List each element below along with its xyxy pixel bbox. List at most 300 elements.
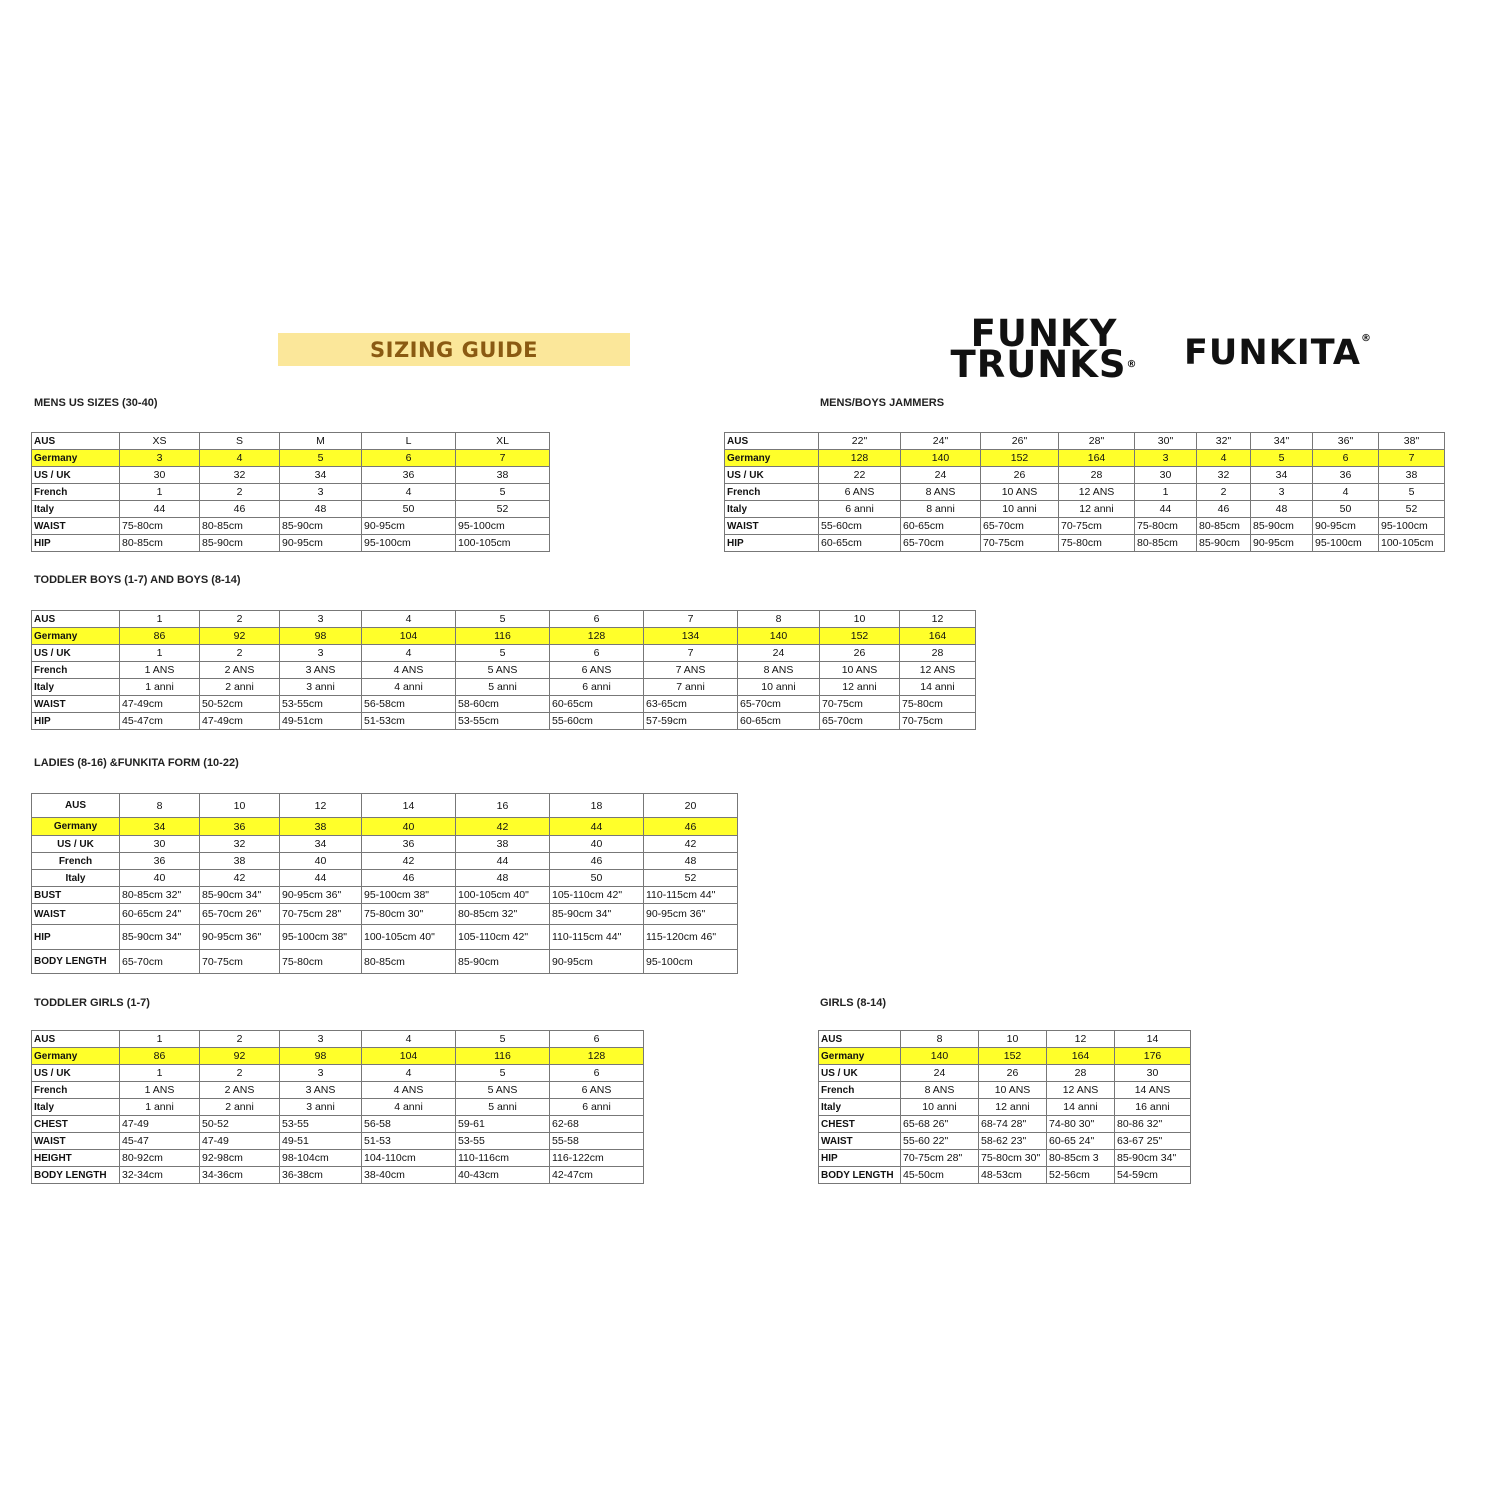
- table-cell: 4: [362, 611, 456, 628]
- table-cell: 22: [819, 467, 901, 484]
- table-cell: 46: [362, 870, 456, 887]
- funkita-logo-text: FUNKITA: [1184, 333, 1362, 373]
- table-cell: M: [280, 433, 362, 450]
- table-cell: 4: [1197, 450, 1251, 467]
- table-cell: 24: [901, 1065, 979, 1082]
- table-cell: 5: [1251, 450, 1313, 467]
- table-cell: 30: [1135, 467, 1197, 484]
- table-cell: 32: [1197, 467, 1251, 484]
- table-cell: 18: [550, 794, 644, 818]
- table-cell: 48: [644, 853, 738, 870]
- table-cell: 5 ANS: [456, 1082, 550, 1099]
- table-cell: 60-65cm: [738, 713, 820, 730]
- table-cell: 12 anni: [820, 679, 900, 696]
- table-cell: 10: [820, 611, 900, 628]
- logo-line-1: FUNKY: [970, 312, 1118, 355]
- table-cell: 10 anni: [738, 679, 820, 696]
- table-cell: 26": [981, 433, 1059, 450]
- table-cell: 51-53: [362, 1133, 456, 1150]
- table-cell: 4: [200, 450, 280, 467]
- table-cell: 42: [200, 870, 280, 887]
- table-cell: 8: [738, 611, 820, 628]
- table-cell: 53-55: [280, 1116, 362, 1133]
- table-cell: 2 ANS: [200, 662, 280, 679]
- table-cell: 50: [362, 501, 456, 518]
- table-cell: 57-59cm: [644, 713, 738, 730]
- funky-trunks-logo: [934, 312, 1154, 388]
- table-cell: 49-51: [280, 1133, 362, 1150]
- table-cell: 80-92cm: [120, 1150, 200, 1167]
- table-cell: 100-105cm: [1379, 535, 1445, 552]
- table-row: [32, 818, 738, 836]
- table-cell: 1: [120, 645, 200, 662]
- table-cell: 42: [362, 853, 456, 870]
- table-cell: 90-95cm 36": [200, 925, 280, 950]
- table-cell: 75-80cm: [1059, 535, 1135, 552]
- table-cell: 12 ANS: [900, 662, 976, 679]
- row-label: French: [32, 853, 120, 870]
- table-cell: 50: [550, 870, 644, 887]
- table-cell: 92-98cm: [200, 1150, 280, 1167]
- table-cell: 4: [362, 484, 456, 501]
- table-row: [32, 450, 550, 467]
- table-row: [725, 433, 1445, 450]
- table-cell: 42: [456, 818, 550, 836]
- row-label: Italy: [32, 501, 120, 518]
- table-row: [32, 1150, 644, 1167]
- girls-table-title: GIRLS (8-14): [820, 997, 887, 1009]
- table-cell: 6 anni: [819, 501, 901, 518]
- table-cell: 6: [362, 450, 456, 467]
- row-label: HIP: [819, 1150, 901, 1167]
- table-cell: 22": [819, 433, 901, 450]
- registered-icon: ®: [1361, 333, 1373, 344]
- table-cell: 128: [550, 628, 644, 645]
- table-cell: 45-47cm: [120, 713, 200, 730]
- table-cell: 152: [981, 450, 1059, 467]
- table-cell: 90-95cm: [280, 535, 362, 552]
- table-cell: 116: [456, 1048, 550, 1065]
- table-row: [32, 1082, 644, 1099]
- row-label: US / UK: [32, 645, 120, 662]
- row-label: US / UK: [725, 467, 819, 484]
- table-row: [32, 925, 738, 950]
- table-cell: 70-75cm: [981, 535, 1059, 552]
- table-cell: 98-104cm: [280, 1150, 362, 1167]
- table-cell: 38": [1379, 433, 1445, 450]
- row-label: HEIGHT: [32, 1150, 120, 1167]
- table-cell: 65-70cm 26": [200, 904, 280, 925]
- table-cell: 80-85cm: [362, 950, 456, 974]
- table-row: [819, 1150, 1191, 1167]
- table-cell: 90-95cm: [1251, 535, 1313, 552]
- toddler-boys-size-table: [31, 610, 976, 730]
- table-cell: 80-85cm: [200, 518, 280, 535]
- table-row: [32, 1133, 644, 1150]
- table-cell: 45-50cm: [901, 1167, 979, 1184]
- table-cell: 6: [550, 645, 644, 662]
- table-cell: 1 anni: [120, 679, 200, 696]
- table-cell: 3 ANS: [280, 662, 362, 679]
- row-label: Italy: [32, 1099, 120, 1116]
- logo-line-2: [934, 343, 1154, 386]
- table-cell: 24: [901, 467, 981, 484]
- table-row: [32, 904, 738, 925]
- table-cell: 10: [200, 794, 280, 818]
- table-cell: 34-36cm: [200, 1167, 280, 1184]
- table-cell: 50-52cm: [200, 696, 280, 713]
- table-cell: 36: [362, 836, 456, 853]
- table-cell: 26: [979, 1065, 1047, 1082]
- table-cell: 152: [820, 628, 900, 645]
- table-cell: 4 ANS: [362, 1082, 456, 1099]
- table-cell: 65-70cm: [120, 950, 200, 974]
- row-label: HIP: [725, 535, 819, 552]
- table-cell: 44: [120, 501, 200, 518]
- table-cell: 85-90cm 34": [1115, 1150, 1191, 1167]
- table-cell: 95-100cm: [1379, 518, 1445, 535]
- table-row: [725, 467, 1445, 484]
- table-cell: 28": [1059, 433, 1135, 450]
- table-cell: 4 ANS: [362, 662, 456, 679]
- table-cell: 8 anni: [901, 501, 981, 518]
- table-cell: 55-60cm: [550, 713, 644, 730]
- table-cell: 48: [280, 501, 362, 518]
- table-cell: 52: [1379, 501, 1445, 518]
- funkita-logo: [1184, 333, 1404, 373]
- row-label: Germany: [32, 450, 120, 467]
- table-cell: 34": [1251, 433, 1313, 450]
- table-row: [32, 645, 976, 662]
- table-cell: 36: [1313, 467, 1379, 484]
- table-cell: 80-85cm 32": [120, 887, 200, 904]
- table-cell: 40: [120, 870, 200, 887]
- table-cell: 38: [280, 818, 362, 836]
- table-cell: 85-90cm: [1197, 535, 1251, 552]
- table-cell: 80-85cm: [1135, 535, 1197, 552]
- table-cell: 5 anni: [456, 679, 550, 696]
- table-row: [32, 950, 738, 974]
- table-cell: 40: [550, 836, 644, 853]
- table-cell: 7: [1379, 450, 1445, 467]
- table-cell: 2: [200, 645, 280, 662]
- table-cell: 36: [200, 818, 280, 836]
- table-cell: 46: [550, 853, 644, 870]
- table-cell: 32: [200, 467, 280, 484]
- table-cell: 85-90cm 34": [120, 925, 200, 950]
- row-label: BODY LENGTH: [32, 950, 120, 974]
- row-label: WAIST: [32, 696, 120, 713]
- table-cell: 1: [120, 484, 200, 501]
- table-cell: 80-85cm: [1197, 518, 1251, 535]
- table-cell: 36": [1313, 433, 1379, 450]
- ladies-size-table: [31, 793, 738, 974]
- table-cell: 48-53cm: [979, 1167, 1047, 1184]
- table-cell: 4: [362, 1031, 456, 1048]
- table-cell: 90-95cm: [362, 518, 456, 535]
- table-cell: 60-65cm: [901, 518, 981, 535]
- table-cell: 10 ANS: [820, 662, 900, 679]
- table-row: [725, 450, 1445, 467]
- table-row: [32, 1116, 644, 1133]
- row-label: HIP: [32, 713, 120, 730]
- table-cell: 110-115cm 44": [644, 887, 738, 904]
- table-cell: 47-49cm: [200, 713, 280, 730]
- table-cell: 1: [120, 611, 200, 628]
- mens-table-title: MENS US SIZES (30-40): [34, 397, 158, 409]
- table-cell: 26: [820, 645, 900, 662]
- table-cell: S: [200, 433, 280, 450]
- table-cell: 34: [280, 467, 362, 484]
- table-cell: 5: [456, 1031, 550, 1048]
- table-cell: 40-43cm: [456, 1167, 550, 1184]
- row-label: French: [32, 662, 120, 679]
- table-cell: 1 anni: [120, 1099, 200, 1116]
- table-cell: 58-62 23": [979, 1133, 1047, 1150]
- table-cell: 95-100cm: [456, 518, 550, 535]
- table-cell: 42-47cm: [550, 1167, 644, 1184]
- toddler-girls-table-title: TODDLER GIRLS (1-7): [34, 997, 150, 1009]
- table-cell: XS: [120, 433, 200, 450]
- table-row: [32, 887, 738, 904]
- table-cell: 52: [456, 501, 550, 518]
- table-cell: 6: [550, 611, 644, 628]
- table-cell: 116: [456, 628, 550, 645]
- logo-line-2-text: TRUNKS: [950, 343, 1127, 386]
- table-cell: 32-34cm: [120, 1167, 200, 1184]
- toddler-girls-size-table: [31, 1030, 644, 1184]
- table-cell: 8 ANS: [901, 484, 981, 501]
- table-cell: 34: [280, 836, 362, 853]
- table-cell: 85-90cm: [456, 950, 550, 974]
- table-cell: 38-40cm: [362, 1167, 456, 1184]
- table-cell: 12 anni: [1059, 501, 1135, 518]
- table-cell: 54-59cm: [1115, 1167, 1191, 1184]
- row-label: Germany: [32, 628, 120, 645]
- table-cell: 14: [1115, 1031, 1191, 1048]
- table-cell: 2: [200, 611, 280, 628]
- table-cell: 95-100cm: [362, 535, 456, 552]
- table-row: [32, 1099, 644, 1116]
- table-cell: 7: [644, 611, 738, 628]
- table-cell: 56-58: [362, 1116, 456, 1133]
- table-cell: 48: [456, 870, 550, 887]
- table-row: [32, 518, 550, 535]
- table-cell: 95-100cm 38": [362, 887, 456, 904]
- table-cell: 3 ANS: [280, 1082, 362, 1099]
- row-label: CHEST: [32, 1116, 120, 1133]
- table-cell: 80-85cm 32": [456, 904, 550, 925]
- table-row: [32, 1048, 644, 1065]
- table-cell: 3: [280, 1031, 362, 1048]
- row-label: WAIST: [32, 518, 120, 535]
- table-cell: 104: [362, 1048, 456, 1065]
- table-cell: 98: [280, 628, 362, 645]
- table-cell: 10 anni: [901, 1099, 979, 1116]
- table-cell: 75-80cm 30": [979, 1150, 1047, 1167]
- table-cell: XL: [456, 433, 550, 450]
- table-cell: 90-95cm: [550, 950, 644, 974]
- table-cell: 4 anni: [362, 679, 456, 696]
- table-cell: 55-60 22": [901, 1133, 979, 1150]
- table-cell: 116-122cm: [550, 1150, 644, 1167]
- row-label: Italy: [32, 679, 120, 696]
- table-cell: 30: [120, 836, 200, 853]
- table-cell: 6 ANS: [550, 662, 644, 679]
- table-cell: 7 anni: [644, 679, 738, 696]
- table-cell: 38: [1379, 467, 1445, 484]
- row-label: WAIST: [32, 1133, 120, 1150]
- table-cell: 30": [1135, 433, 1197, 450]
- row-label: AUS: [32, 433, 120, 450]
- table-cell: 3: [280, 484, 362, 501]
- table-cell: 2: [1197, 484, 1251, 501]
- table-cell: 3: [1251, 484, 1313, 501]
- table-cell: 30: [120, 467, 200, 484]
- table-cell: 63-65cm: [644, 696, 738, 713]
- table-cell: 80-85cm: [120, 535, 200, 552]
- table-row: [32, 870, 738, 887]
- table-cell: 1: [1135, 484, 1197, 501]
- table-cell: 28: [1047, 1065, 1115, 1082]
- table-cell: 30: [1115, 1065, 1191, 1082]
- table-cell: 14 anni: [1047, 1099, 1115, 1116]
- row-label: Germany: [32, 818, 120, 836]
- table-cell: 75-80cm: [1135, 518, 1197, 535]
- table-cell: 58-60cm: [456, 696, 550, 713]
- table-cell: 5: [1379, 484, 1445, 501]
- table-cell: 2: [200, 1065, 280, 1082]
- table-cell: 3: [280, 611, 362, 628]
- table-cell: 53-55cm: [456, 713, 550, 730]
- table-cell: 46: [1197, 501, 1251, 518]
- jammers-size-table: [724, 432, 1445, 552]
- table-cell: 7: [644, 645, 738, 662]
- table-cell: 20: [644, 794, 738, 818]
- row-label: WAIST: [32, 904, 120, 925]
- table-row: [819, 1116, 1191, 1133]
- table-cell: 28: [900, 645, 976, 662]
- table-cell: 6 anni: [550, 1099, 644, 1116]
- row-label: Italy: [725, 501, 819, 518]
- table-row: [725, 484, 1445, 501]
- table-cell: 128: [819, 450, 901, 467]
- table-cell: 4: [362, 1065, 456, 1082]
- table-cell: 2: [200, 1031, 280, 1048]
- table-cell: 38: [456, 836, 550, 853]
- table-cell: 50-52: [200, 1116, 280, 1133]
- table-cell: 65-70cm: [738, 696, 820, 713]
- table-cell: 74-80 30": [1047, 1116, 1115, 1133]
- table-cell: 176: [1115, 1048, 1191, 1065]
- table-cell: 34: [1251, 467, 1313, 484]
- table-cell: 4: [1313, 484, 1379, 501]
- table-cell: 3: [1135, 450, 1197, 467]
- table-cell: 1 ANS: [120, 662, 200, 679]
- table-cell: 3: [120, 450, 200, 467]
- table-cell: 3 anni: [280, 1099, 362, 1116]
- table-row: [32, 836, 738, 853]
- table-cell: 164: [900, 628, 976, 645]
- row-label: WAIST: [819, 1133, 901, 1150]
- table-cell: 59-61: [456, 1116, 550, 1133]
- table-cell: 51-53cm: [362, 713, 456, 730]
- table-cell: 98: [280, 1048, 362, 1065]
- table-cell: 6: [550, 1031, 644, 1048]
- table-cell: 5 anni: [456, 1099, 550, 1116]
- table-cell: 7 ANS: [644, 662, 738, 679]
- table-cell: 70-75cm: [1059, 518, 1135, 535]
- row-label: AUS: [32, 1031, 120, 1048]
- table-cell: 60-65cm: [819, 535, 901, 552]
- table-cell: 38: [456, 467, 550, 484]
- table-row: [32, 696, 976, 713]
- table-cell: 65-68 26": [901, 1116, 979, 1133]
- table-cell: 2 ANS: [200, 1082, 280, 1099]
- table-cell: 115-120cm 46": [644, 925, 738, 950]
- table-cell: 85-90cm 34": [200, 887, 280, 904]
- registered-icon: ®: [1126, 359, 1138, 370]
- table-cell: 90-95cm 36": [280, 887, 362, 904]
- table-cell: 5: [456, 484, 550, 501]
- table-cell: 10: [979, 1031, 1047, 1048]
- table-cell: 4: [362, 645, 456, 662]
- table-cell: 6 ANS: [550, 1082, 644, 1099]
- table-cell: 45-47: [120, 1133, 200, 1150]
- table-cell: 92: [200, 628, 280, 645]
- table-cell: 8 ANS: [901, 1082, 979, 1099]
- table-cell: 85-90cm: [200, 535, 280, 552]
- table-cell: 10 anni: [981, 501, 1059, 518]
- table-cell: 65-70cm: [981, 518, 1059, 535]
- table-cell: 6: [550, 1065, 644, 1082]
- table-cell: 10 ANS: [979, 1082, 1047, 1099]
- table-cell: 140: [901, 1048, 979, 1065]
- table-cell: 60-65cm: [550, 696, 644, 713]
- table-cell: 70-75cm: [900, 713, 976, 730]
- table-cell: 164: [1047, 1048, 1115, 1065]
- table-cell: L: [362, 433, 456, 450]
- table-cell: 40: [280, 853, 362, 870]
- row-label: Germany: [725, 450, 819, 467]
- table-cell: 28: [1059, 467, 1135, 484]
- table-cell: 140: [738, 628, 820, 645]
- table-cell: 75-80cm: [120, 518, 200, 535]
- row-label: Germany: [819, 1048, 901, 1065]
- table-cell: 70-75cm: [200, 950, 280, 974]
- table-cell: 50: [1313, 501, 1379, 518]
- table-cell: 60-65cm 24": [120, 904, 200, 925]
- table-row: [32, 679, 976, 696]
- table-row: [819, 1167, 1191, 1184]
- table-cell: 92: [200, 1048, 280, 1065]
- table-row: [32, 628, 976, 645]
- row-label: CHEST: [819, 1116, 901, 1133]
- table-row: [32, 853, 738, 870]
- table-cell: 60-65 24": [1047, 1133, 1115, 1150]
- table-row: [725, 535, 1445, 552]
- table-cell: 134: [644, 628, 738, 645]
- table-cell: 36-38cm: [280, 1167, 362, 1184]
- row-label: AUS: [32, 794, 120, 818]
- table-row: [32, 501, 550, 518]
- table-cell: 44: [456, 853, 550, 870]
- table-cell: 5: [456, 645, 550, 662]
- table-cell: 75-80cm: [280, 950, 362, 974]
- table-row: [819, 1065, 1191, 1082]
- row-label: US / UK: [32, 467, 120, 484]
- table-cell: 152: [979, 1048, 1047, 1065]
